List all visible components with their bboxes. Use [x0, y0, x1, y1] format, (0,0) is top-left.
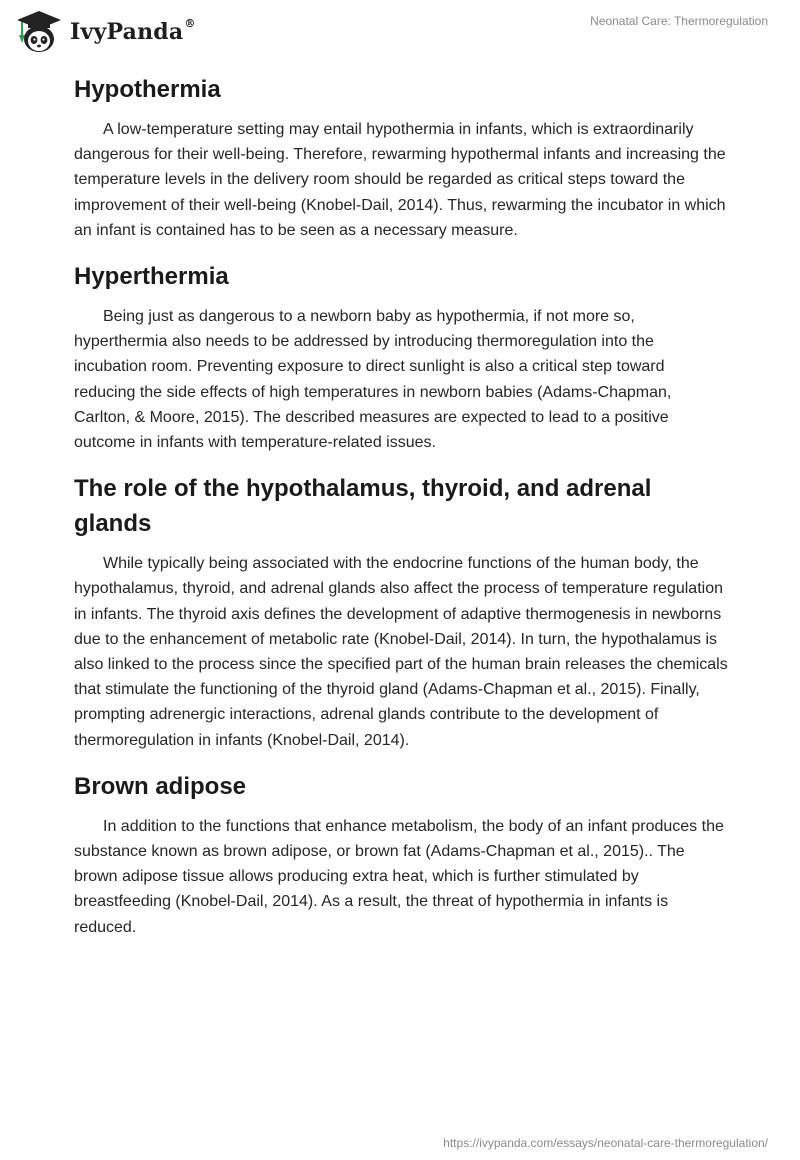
page-header	[0, 0, 800, 70]
brand-name: IvyPanda®	[70, 17, 196, 45]
section-paragraph-brown-adipose: In addition to the functions that enhance metabolism, the body of an infant produces the substance known as brown adipose, or brown fat (Adams-Chapman et al., 2015).. The brown adipose tissue allows producing extra heat, which is further stimulated by breastfeeding (Knobel-Dail, 2014). As a result, the threat of hypothermia in infants is reduced.	[74, 817, 724, 936]
section-heading-hypothermia: Hypothermia	[74, 76, 221, 103]
section-paragraph-hypothermia: A low-temperature setting may entail hypothermia in infants, which is extraordinarily dangerous for their well-being. Therefore, rewarming hypothermal infants and increasing the temperature levels in the delivery room should be regarded as critical steps toward the improvement of their well-being (Knobel-Dail, 2014). Thus, rewarming the incubator in which an infant is contained has to be seen as a necessary measure.	[74, 121, 726, 239]
section-heading-hyperthermia: Hyperthermia	[74, 263, 229, 291]
essay-content	[74, 72, 730, 956]
document-title: Neonatal Care: Thermoregulation	[590, 14, 768, 28]
panda-graduate-icon	[14, 9, 64, 55]
section-heading-brown-adipose: Brown adipose	[74, 772, 247, 800]
section-heading-glands: The role of the hypothalamus, thyroid, and adrenal glands	[74, 475, 652, 538]
section-paragraph-hyperthermia: Being just as dangerous to a newborn baby as hypothermia, if not more so, hyperthermia also needs to be addressed by introducing thermoregulation into the incubation room. Preventing exposure to direct sunlight is also a critical step toward reducing the side effects of high temperatures in newborn babies (Adams-Chapman, Carlton, & Moore, 2015). The described measures are expected to lead to a positive outcome in infants with temperature-related issues.	[74, 308, 672, 452]
ivypanda-logo[interactable]	[14, 9, 196, 55]
section-paragraph-glands: While typically being associated with the endocrine functions of the human body, the hypothalamus, thyroid, and adrenal glands also affect the process of temperature regulation in infants. The thyroid axis defines the development of adaptive thermogenesis in newborns due to the enhancement of metabolic rate (Knobel-Dail, 2014). In turn, the hypothalamus is also linked to the process since the specified part of the human brain releases the chemicals that stimulate the functioning of the thyroid gland (Adams-Chapman et al., 2015). Finally, prompting adrenergic interactions, adrenal glands contribute to the development of thermoregulation in infants (Knobel-Dail, 2014).	[74, 555, 728, 749]
source-url[interactable]: https://ivypanda.com/essays/neonatal-care-thermoregulation/	[443, 1136, 768, 1150]
